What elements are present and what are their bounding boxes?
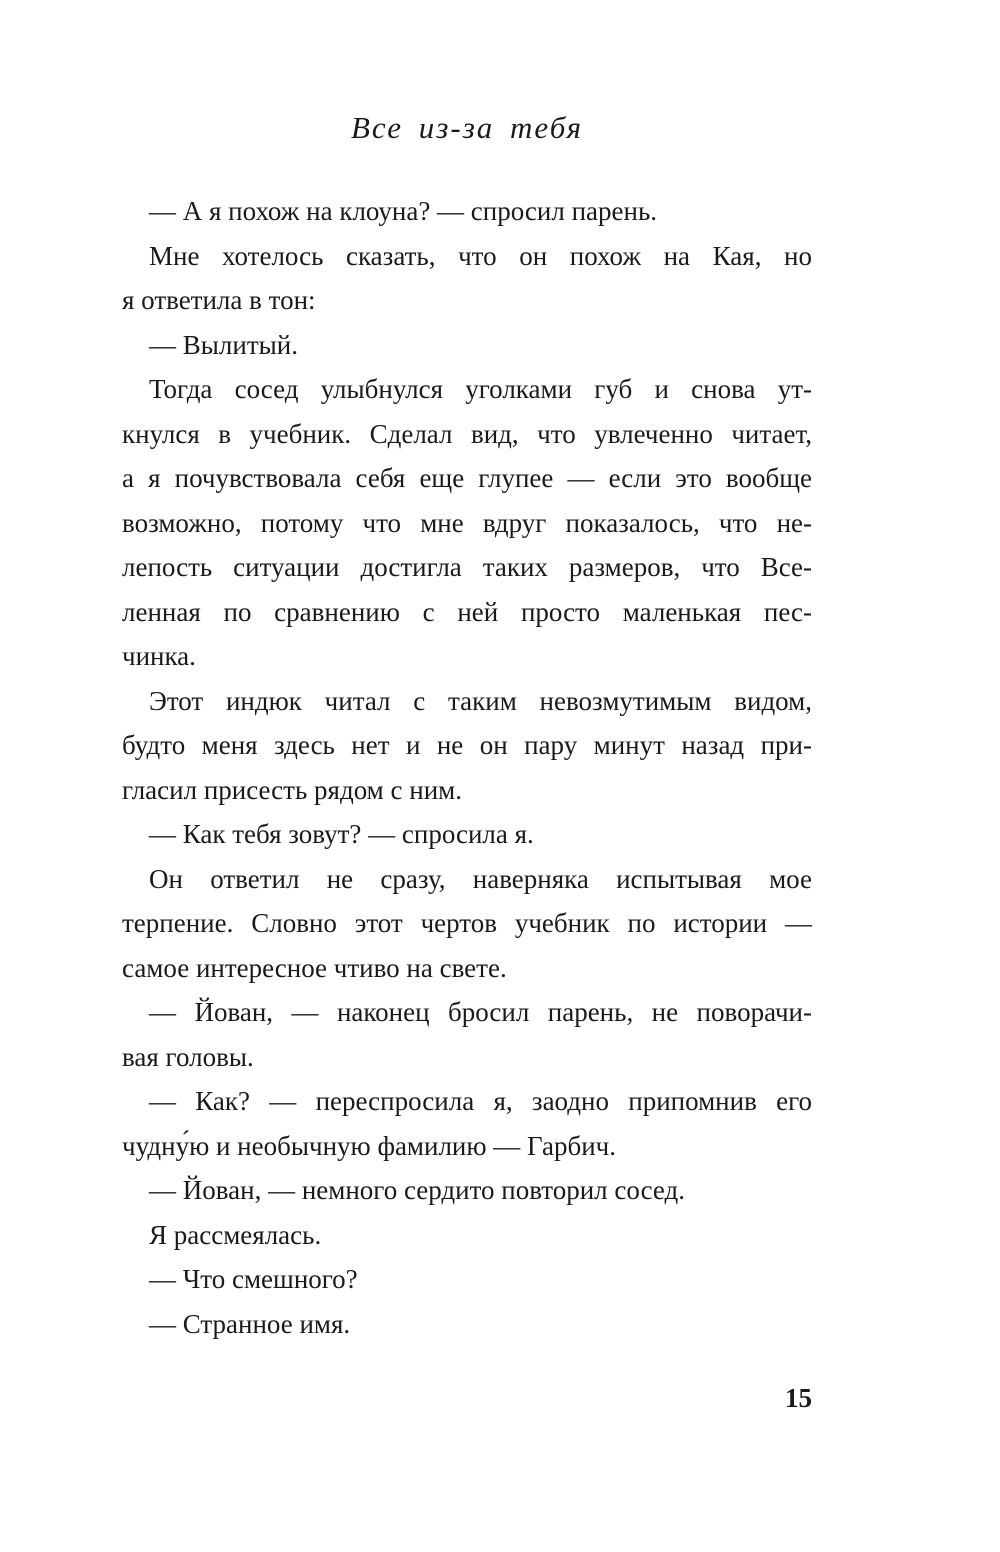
page-text <box>122 189 812 1346</box>
text-line: — Что смешного? <box>149 1264 358 1294</box>
paragraph <box>122 1257 812 1302</box>
text-line: ленная по сравнению с ней просто маленькая пес- <box>122 596 812 627</box>
text-line: терпение. Словно этот чертов учебник по истории — <box>122 908 812 938</box>
paragraph <box>122 812 812 857</box>
text-line: я ответила в тон: <box>122 285 316 315</box>
paragraph <box>122 189 812 234</box>
text-line: — Йован, — наконец бросил парень, не поворачи- <box>149 997 812 1027</box>
text-line: — Йован, — немного сердито повторил сосед. <box>149 1175 685 1205</box>
text-line: Этот индюк читал с таким невозмутимым видом, <box>149 685 812 716</box>
text-line: — А я похож на клоуна? — спросил парень. <box>149 196 658 226</box>
paragraph <box>122 990 812 1079</box>
paragraph <box>122 234 812 323</box>
paragraph <box>122 1079 812 1168</box>
text-line: самое интересное чтиво на свете. <box>122 952 507 983</box>
paragraph <box>122 1213 812 1258</box>
page-number: 15 <box>785 1383 812 1413</box>
paragraph <box>122 857 812 991</box>
text-line: Я рассмеялась. <box>149 1219 322 1250</box>
text-line: чинка. <box>122 641 196 671</box>
text-line: а я почувствовала себя еще глупее — если это вообще <box>122 463 812 493</box>
text-line: будто меня здесь нет и не он пару минут назад при- <box>122 730 812 760</box>
text-line: кнулся в учебник. Сделал вид, что увлеченно читает, <box>122 418 812 449</box>
paragraph <box>122 1168 812 1213</box>
running-header: Все из-за тебя <box>350 110 584 145</box>
text-line: — Как тебя зовут? — спросила я. <box>149 819 534 849</box>
text-line: Он ответил не сразу, наверняка испытывая мое <box>149 863 812 894</box>
text-line: Тогда сосед улыбнулся уголками губ и снова ут- <box>149 374 812 404</box>
text-line: Мне хотелось сказать, что он похож на Кая, но <box>149 240 812 271</box>
text-line: чудну́ю и необычную фамилию — Гарбич. <box>122 1130 616 1161</box>
text-line: лепость ситуации достигла таких размеров, что Все- <box>122 552 812 582</box>
paragraph <box>122 367 812 679</box>
text-line: вая головы. <box>122 1041 254 1072</box>
paragraph <box>122 679 812 813</box>
text-line: — Как? — переспросила я, заодно припомнив его <box>149 1086 812 1116</box>
text-line: — Вылитый. <box>149 329 298 360</box>
text-line: возможно, потому что мне вдруг показалось, что не- <box>122 507 812 538</box>
paragraph <box>122 1302 812 1347</box>
text-line: — Странное имя. <box>149 1308 351 1339</box>
text-line: гласил присесть рядом с ним. <box>122 774 462 805</box>
paragraph <box>122 323 812 368</box>
